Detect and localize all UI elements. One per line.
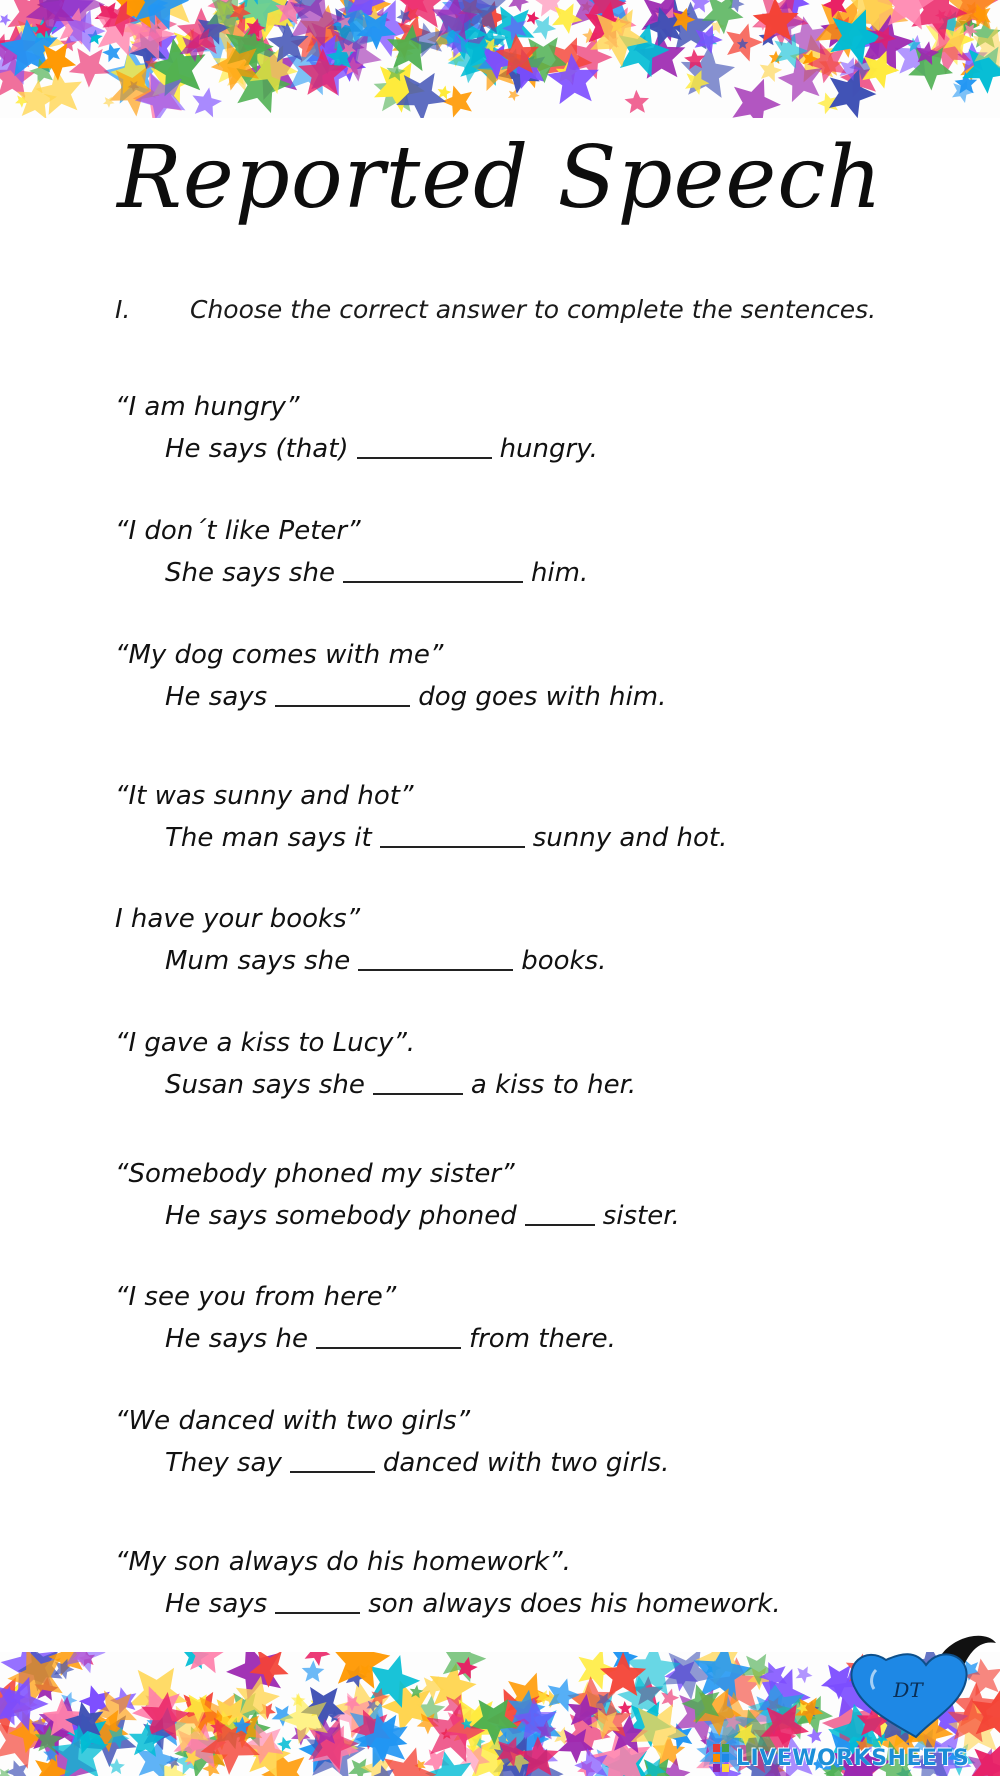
answer-blank[interactable] xyxy=(380,820,525,848)
exercise-quote: “I am hungry” xyxy=(115,392,300,422)
exercise-item xyxy=(115,510,955,594)
answer-after: dog goes with him. xyxy=(418,682,667,712)
answer-blank[interactable] xyxy=(373,1067,463,1095)
answer-blank[interactable] xyxy=(343,555,523,583)
answer-after: sunny and hot. xyxy=(532,823,728,853)
exercise-answer xyxy=(115,1442,955,1484)
brand-footer xyxy=(712,1740,1000,1776)
answer-after: danced with two girls. xyxy=(382,1448,670,1478)
answer-before: She says she xyxy=(165,558,335,588)
answer-after: hungry. xyxy=(499,434,598,464)
exercise-quote: “I see you from here” xyxy=(115,1282,397,1312)
answer-after: a kiss to her. xyxy=(470,1070,637,1100)
top-star-banner xyxy=(0,0,1000,118)
answer-before: They say xyxy=(165,1448,282,1478)
decorative-star xyxy=(305,1652,331,1666)
exercise-quote: I have your books” xyxy=(115,904,361,934)
instruction-number: I. xyxy=(115,295,131,324)
answer-before: He says xyxy=(165,682,268,712)
instruction-text: Choose the correct answer to complete the sentences. xyxy=(190,295,877,324)
decorative-star xyxy=(681,45,735,98)
exercise-item xyxy=(115,386,955,470)
exercise-item xyxy=(115,1022,955,1106)
exercise-answer xyxy=(115,940,955,982)
page-title: Reported Speech xyxy=(117,128,883,228)
answer-blank[interactable] xyxy=(290,1445,375,1473)
answer-before: He says xyxy=(165,1589,268,1619)
answer-blank[interactable] xyxy=(525,1198,595,1226)
answer-before: He says he xyxy=(165,1324,308,1354)
exercise-quote: “I don´t like Peter” xyxy=(115,516,361,546)
exercise-item xyxy=(115,775,955,859)
decorative-star xyxy=(796,1666,813,1683)
exercise-answer xyxy=(115,1318,955,1360)
answer-after: him. xyxy=(530,558,589,588)
answer-before: The man says it xyxy=(165,823,372,853)
exercise-answer xyxy=(115,1583,955,1625)
decorative-star xyxy=(552,3,583,34)
answer-blank[interactable] xyxy=(358,943,513,971)
exercise-item xyxy=(115,1153,955,1237)
answer-after: sister. xyxy=(602,1201,680,1231)
decorative-star xyxy=(508,0,529,12)
decorative-star xyxy=(102,43,120,62)
answer-blank[interactable] xyxy=(275,1586,360,1614)
answer-blank[interactable] xyxy=(316,1321,461,1349)
decorative-star xyxy=(192,87,222,117)
decorative-star xyxy=(69,48,110,88)
exercise-quote: “It was sunny and hot” xyxy=(115,781,414,811)
answer-after: books. xyxy=(521,946,607,976)
instruction xyxy=(115,290,876,330)
decorative-star xyxy=(732,79,781,118)
exercise-item xyxy=(115,1541,955,1625)
exercise-item xyxy=(115,634,955,718)
exercise-answer xyxy=(115,552,955,594)
exercise-quote: “My dog comes with me” xyxy=(115,640,444,670)
answer-before: He says (that) xyxy=(165,434,349,464)
answer-before: He says somebody phoned xyxy=(165,1201,517,1231)
exercise-item xyxy=(115,1276,955,1360)
decorative-star xyxy=(302,1660,325,1682)
exercise-quote: “I gave a kiss to Lucy”. xyxy=(115,1028,416,1058)
blue-heart-mascot-icon xyxy=(846,1625,1000,1740)
answer-before: Susan says she xyxy=(165,1070,365,1100)
exercise-item xyxy=(115,1400,955,1484)
liveworksheets-logo-icon xyxy=(712,1743,730,1773)
answer-after: from there. xyxy=(468,1324,616,1354)
exercise-answer xyxy=(115,1195,955,1237)
brand-name: LIVEWORKSHEETS xyxy=(736,1745,970,1771)
exercise-quote: “Somebody phoned my sister” xyxy=(115,1159,515,1189)
answer-blank[interactable] xyxy=(275,679,410,707)
exercise-answer xyxy=(115,1064,955,1106)
exercise-answer xyxy=(115,428,955,470)
answer-blank[interactable] xyxy=(357,431,492,459)
exercise-answer xyxy=(115,676,955,718)
decorative-star xyxy=(0,14,11,26)
exercise-quote: “We danced with two girls” xyxy=(115,1406,471,1436)
answer-before: Mum says she xyxy=(165,946,351,976)
exercise-quote: “My son always do his homework”. xyxy=(115,1547,571,1577)
exercise-item xyxy=(115,898,955,982)
decorative-star xyxy=(625,90,650,114)
exercise-answer xyxy=(115,817,955,859)
answer-after: son always does his homework. xyxy=(368,1589,781,1619)
mascot-initials: DT xyxy=(893,1678,923,1702)
